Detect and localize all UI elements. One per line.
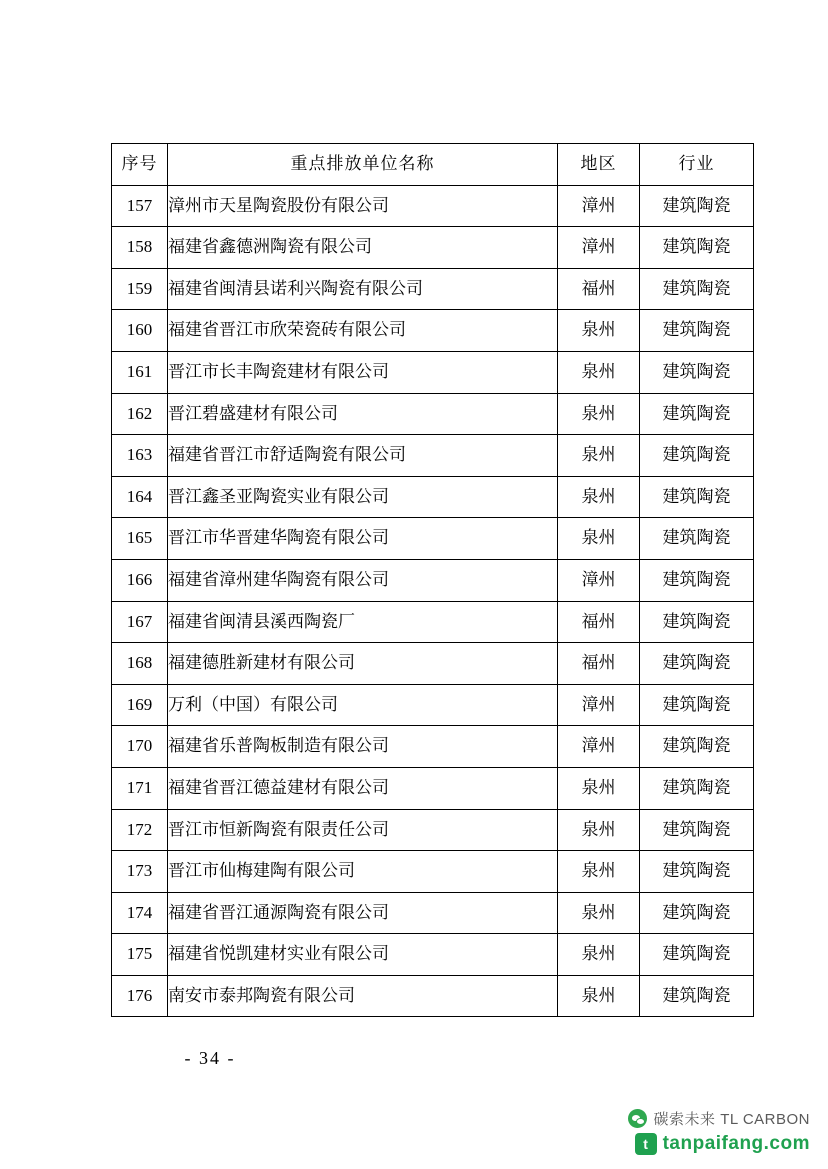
cell-industry: 建筑陶瓷 [640, 809, 754, 851]
cell-unit-name: 福建省晋江通源陶瓷有限公司 [168, 892, 558, 934]
cell-unit-name: 福建德胜新建材有限公司 [168, 643, 558, 685]
cell-region: 泉州 [558, 809, 640, 851]
cell-sequence: 160 [112, 310, 168, 352]
table-row [112, 559, 754, 601]
cell-region: 福州 [558, 601, 640, 643]
table-row [112, 227, 754, 269]
cell-industry: 建筑陶瓷 [640, 435, 754, 477]
cell-sequence: 175 [112, 934, 168, 976]
cell-unit-name: 晋江市仙梅建陶有限公司 [168, 851, 558, 893]
cell-unit-name: 南安市泰邦陶瓷有限公司 [168, 975, 558, 1017]
table-row [112, 518, 754, 560]
cell-sequence: 171 [112, 767, 168, 809]
cell-sequence: 174 [112, 892, 168, 934]
cell-industry: 建筑陶瓷 [640, 185, 754, 227]
site-logo-row [635, 1133, 810, 1155]
cell-region: 漳州 [558, 684, 640, 726]
cell-region: 泉州 [558, 934, 640, 976]
table-row [112, 934, 754, 976]
cell-industry: 建筑陶瓷 [640, 934, 754, 976]
cell-unit-name: 漳州市天星陶瓷股份有限公司 [168, 185, 558, 227]
cell-industry: 建筑陶瓷 [640, 559, 754, 601]
cell-sequence: 165 [112, 518, 168, 560]
cell-sequence: 162 [112, 393, 168, 435]
cell-industry: 建筑陶瓷 [640, 227, 754, 269]
table-row [112, 767, 754, 809]
cell-industry: 建筑陶瓷 [640, 726, 754, 768]
cell-sequence: 163 [112, 435, 168, 477]
wechat-icon [628, 1109, 647, 1128]
cell-region: 福州 [558, 268, 640, 310]
cell-sequence: 161 [112, 351, 168, 393]
cell-sequence: 158 [112, 227, 168, 269]
table-row [112, 726, 754, 768]
cell-unit-name: 福建省漳州建华陶瓷有限公司 [168, 559, 558, 601]
cell-unit-name: 晋江鑫圣亚陶瓷实业有限公司 [168, 476, 558, 518]
footer-brand [628, 1108, 810, 1155]
page-number: - 34 - [184, 1048, 236, 1068]
cell-region: 泉州 [558, 393, 640, 435]
cell-industry: 建筑陶瓷 [640, 601, 754, 643]
cell-industry: 建筑陶瓷 [640, 851, 754, 893]
emission-units-table [111, 143, 754, 1017]
cell-region: 泉州 [558, 518, 640, 560]
cell-industry: 建筑陶瓷 [640, 476, 754, 518]
table-row [112, 185, 754, 227]
cell-sequence: 176 [112, 975, 168, 1017]
cell-region: 漳州 [558, 227, 640, 269]
table-row [112, 351, 754, 393]
logo-icon: t [635, 1133, 657, 1155]
table-row [112, 892, 754, 934]
cell-sequence: 166 [112, 559, 168, 601]
cell-unit-name: 晋江市长丰陶瓷建材有限公司 [168, 351, 558, 393]
cell-sequence: 168 [112, 643, 168, 685]
cell-industry: 建筑陶瓷 [640, 393, 754, 435]
column-header-sequence: 序号 [112, 144, 168, 186]
cell-region: 福州 [558, 643, 640, 685]
cell-industry: 建筑陶瓷 [640, 268, 754, 310]
wechat-brand-row [628, 1108, 810, 1129]
table-row [112, 851, 754, 893]
column-header-industry: 行业 [640, 144, 754, 186]
cell-sequence: 167 [112, 601, 168, 643]
table-row [112, 684, 754, 726]
table-row [112, 643, 754, 685]
column-header-region: 地区 [558, 144, 640, 186]
site-logo-text: tanpaifang.com [662, 1133, 810, 1154]
cell-unit-name: 晋江碧盛建材有限公司 [168, 393, 558, 435]
cell-region: 泉州 [558, 435, 640, 477]
cell-region: 漳州 [558, 559, 640, 601]
cell-unit-name: 福建省乐普陶板制造有限公司 [168, 726, 558, 768]
cell-unit-name: 福建省闽清县诺利兴陶瓷有限公司 [168, 268, 558, 310]
table-row [112, 435, 754, 477]
cell-industry: 建筑陶瓷 [640, 767, 754, 809]
cell-unit-name: 福建省悦凯建材实业有限公司 [168, 934, 558, 976]
cell-region: 泉州 [558, 310, 640, 352]
cell-unit-name: 晋江市恒新陶瓷有限责任公司 [168, 809, 558, 851]
cell-region: 漳州 [558, 726, 640, 768]
cell-industry: 建筑陶瓷 [640, 892, 754, 934]
cell-region: 泉州 [558, 892, 640, 934]
cell-industry: 建筑陶瓷 [640, 310, 754, 352]
cell-region: 漳州 [558, 185, 640, 227]
cell-unit-name: 万利（中国）有限公司 [168, 684, 558, 726]
cell-region: 泉州 [558, 351, 640, 393]
table-row [112, 268, 754, 310]
cell-sequence: 170 [112, 726, 168, 768]
cell-industry: 建筑陶瓷 [640, 684, 754, 726]
cell-sequence: 159 [112, 268, 168, 310]
table-row [112, 476, 754, 518]
cell-region: 泉州 [558, 476, 640, 518]
cell-industry: 建筑陶瓷 [640, 643, 754, 685]
emission-units-table-container [111, 143, 753, 1017]
cell-unit-name: 福建省晋江市欣荣瓷砖有限公司 [168, 310, 558, 352]
cell-unit-name: 晋江市华晋建华陶瓷有限公司 [168, 518, 558, 560]
table-header [112, 144, 754, 186]
table-row [112, 975, 754, 1017]
cell-unit-name: 福建省晋江德益建材有限公司 [168, 767, 558, 809]
table-body [112, 185, 754, 1017]
cell-sequence: 164 [112, 476, 168, 518]
cell-sequence: 169 [112, 684, 168, 726]
table-row [112, 393, 754, 435]
cell-region: 泉州 [558, 767, 640, 809]
cell-unit-name: 福建省闽清县溪西陶瓷厂 [168, 601, 558, 643]
table-row [112, 809, 754, 851]
cell-industry: 建筑陶瓷 [640, 351, 754, 393]
column-header-unit-name: 重点排放单位名称 [168, 144, 558, 186]
cell-region: 泉州 [558, 851, 640, 893]
cell-sequence: 157 [112, 185, 168, 227]
cell-industry: 建筑陶瓷 [640, 518, 754, 560]
cell-industry: 建筑陶瓷 [640, 975, 754, 1017]
table-row [112, 601, 754, 643]
cell-unit-name: 福建省鑫德洲陶瓷有限公司 [168, 227, 558, 269]
cell-unit-name: 福建省晋江市舒适陶瓷有限公司 [168, 435, 558, 477]
cell-sequence: 172 [112, 809, 168, 851]
table-row [112, 310, 754, 352]
cell-sequence: 173 [112, 851, 168, 893]
table-header-row [112, 144, 754, 186]
cell-region: 泉州 [558, 975, 640, 1017]
wechat-account-name: 碳索未来 TL CARBON [653, 1111, 810, 1128]
